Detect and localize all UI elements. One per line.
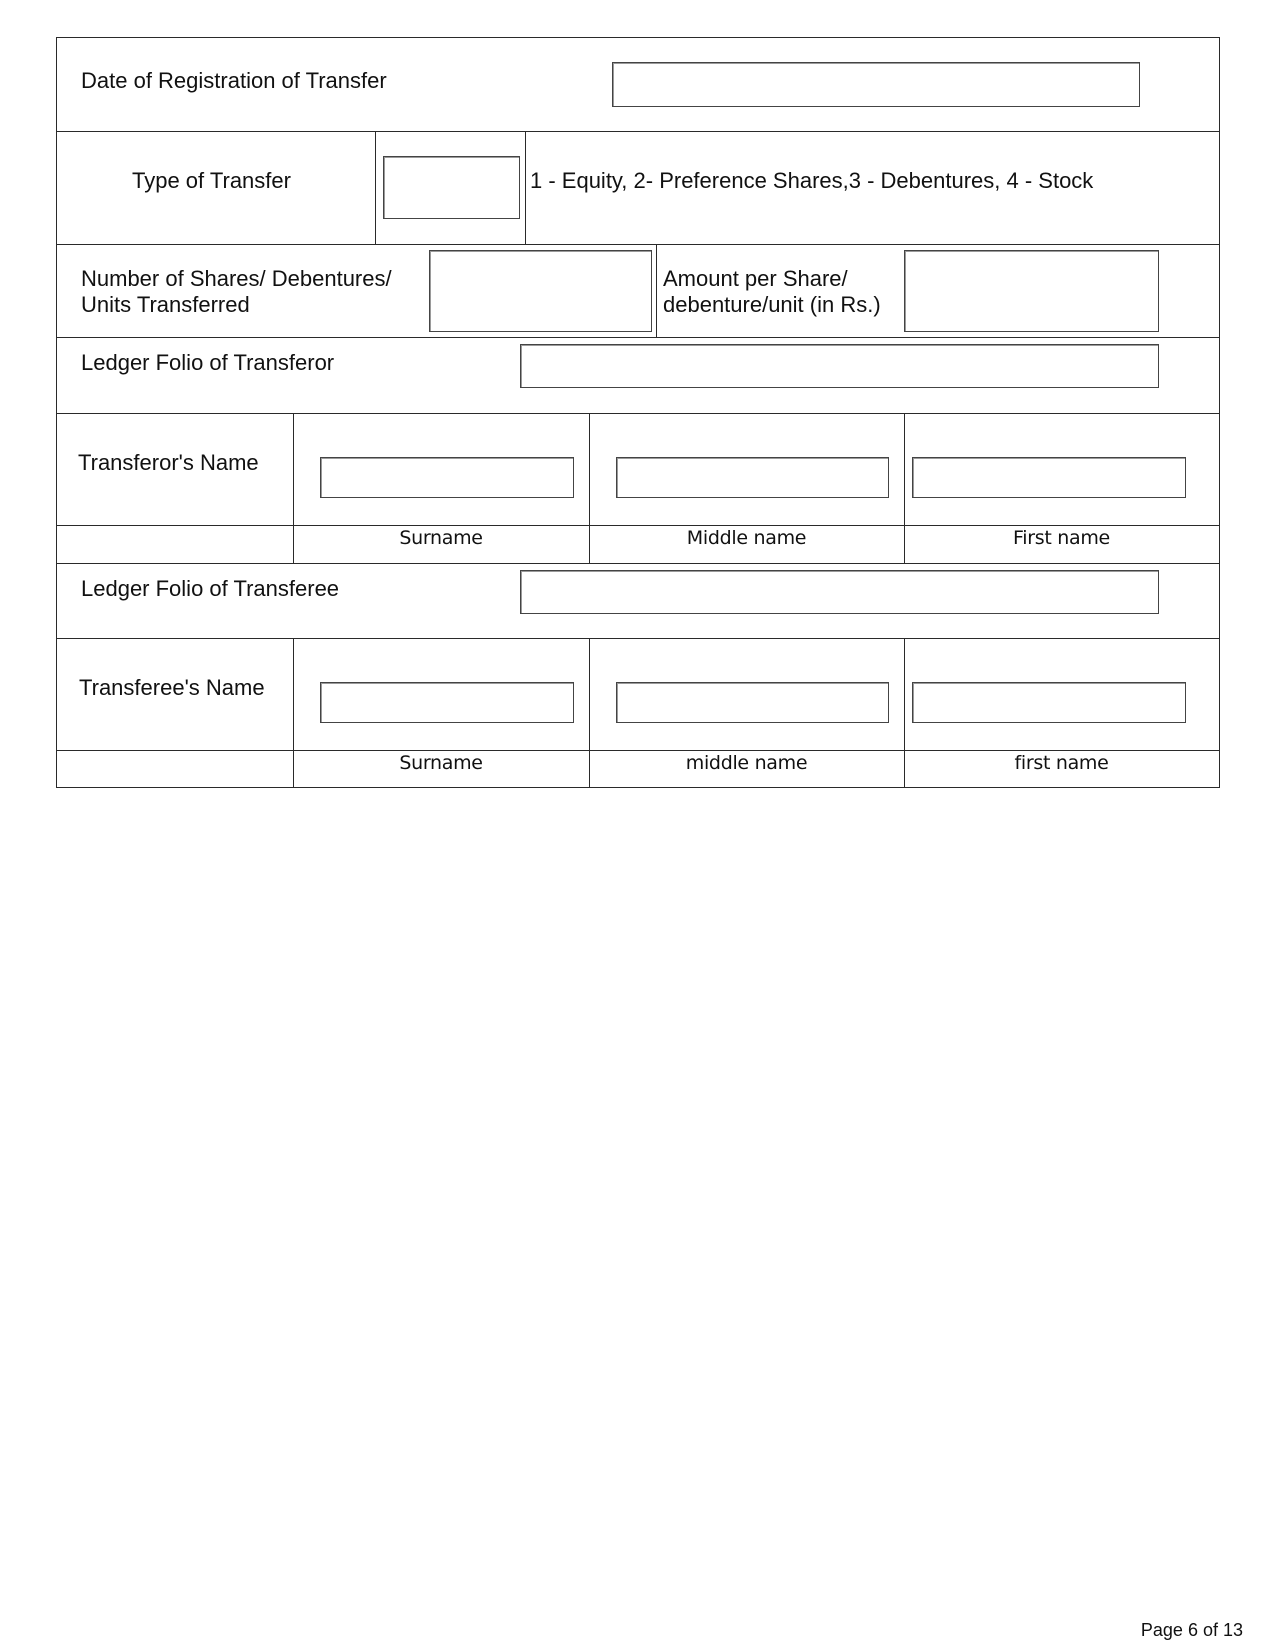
page-indicator: Page 6 of 13 xyxy=(1140,1620,1243,1640)
transferor-middle-name-input[interactable] xyxy=(616,457,889,498)
row-divider xyxy=(56,563,1220,564)
ledger-folio-transferee-input[interactable] xyxy=(520,570,1159,614)
transferor-surname-caption: Surname xyxy=(399,527,483,549)
number-transferred-input[interactable] xyxy=(429,250,652,332)
row-divider xyxy=(56,244,1220,245)
row-divider xyxy=(56,131,1220,132)
column-divider xyxy=(656,244,657,337)
transferor-middle-name-caption: Middle name xyxy=(686,527,807,549)
ledger-folio-transferor-input[interactable] xyxy=(520,344,1159,388)
date-of-registration-label: Date of Registration of Transfer xyxy=(81,68,387,93)
row-divider xyxy=(56,337,1220,338)
number-transferred-label-line2: Units Transferred xyxy=(81,292,250,317)
amount-per-share-input[interactable] xyxy=(904,250,1159,332)
transferor-surname-input[interactable] xyxy=(320,457,574,498)
transferee-surname-caption: Surname xyxy=(399,752,483,774)
transferee-first-name-input[interactable] xyxy=(912,682,1186,723)
transferee-middle-name-input[interactable] xyxy=(616,682,889,723)
ledger-folio-transferee-label: Ledger Folio of Transferee xyxy=(81,576,340,601)
column-divider xyxy=(375,131,376,244)
ledger-folio-transferor-label: Ledger Folio of Transferor xyxy=(81,350,335,375)
row-divider xyxy=(56,750,1220,751)
transferee-surname-input[interactable] xyxy=(320,682,574,723)
type-of-transfer-label: Type of Transfer xyxy=(132,168,291,193)
column-divider xyxy=(525,131,526,244)
type-of-transfer-legend: 1 - Equity, 2- Preference Shares,3 - Debentures, 4 - Stock xyxy=(530,168,1094,193)
transferor-first-name-input[interactable] xyxy=(912,457,1186,498)
date-of-registration-input[interactable] xyxy=(612,62,1140,107)
amount-per-share-label-line1: Amount per Share/ xyxy=(663,266,848,291)
amount-per-share-label-line2: debenture/unit (in Rs.) xyxy=(663,292,881,317)
row-divider xyxy=(56,525,1220,526)
row-divider xyxy=(56,413,1220,414)
transferor-name-label: Transferor's Name xyxy=(78,450,259,475)
transferee-middle-name-caption: middle name xyxy=(685,752,808,774)
transferee-name-label: Transferee's Name xyxy=(79,675,265,700)
transferee-first-name-caption: first name xyxy=(1014,752,1109,774)
transferor-first-name-caption: First name xyxy=(1013,527,1110,549)
number-transferred-label-line1: Number of Shares/ Debentures/ xyxy=(81,266,392,291)
type-of-transfer-input[interactable] xyxy=(383,156,520,219)
row-divider xyxy=(56,638,1220,639)
